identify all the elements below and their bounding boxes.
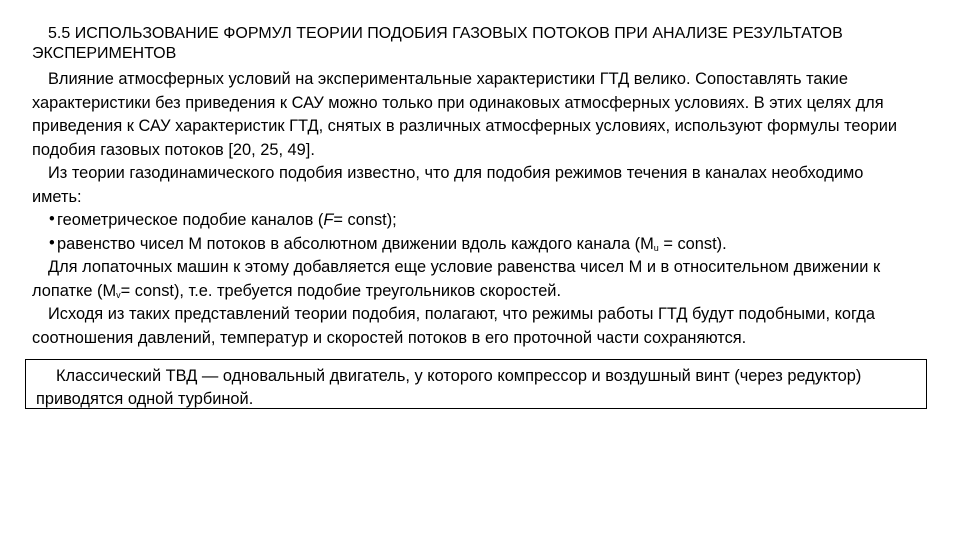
bullet-icon: • (49, 233, 55, 252)
definition-text: Классический ТВД — одновальный двигатель, у которого компрессор и воздушный винт (через редуктор) приводятся одной турбиной. (36, 367, 862, 408)
bullet-text (48, 233, 727, 257)
bullet-icon: • (49, 210, 55, 228)
bullet-text-pre: равенство чисел М потоков в абсолютном движении вдоль каждого канала (М (57, 234, 654, 253)
section-heading: 5.5 ИСПОЛЬЗОВАНИЕ ФОРМУЛ ТЕОРИИ ПОДОБИЯ ГАЗОВЫХ ПОТОКОВ ПРИ АНАЛИЗЕ РЕЗУЛЬТАТОВ ЭКСПЕРИМЕНТОВ (32, 25, 843, 62)
document-body (32, 24, 912, 350)
bullet-mach-equality (32, 233, 912, 257)
bullet-geometric-similarity (32, 209, 912, 233)
bullet-text (48, 209, 397, 233)
paragraph-text-pre: Для лопаточных машин к этому добавляется еще условие равенства чисел М и в относительном движении к лопатке (M (32, 258, 881, 300)
subscript-v: v (116, 289, 121, 300)
paragraph-blade-machines (32, 256, 912, 303)
paragraph-gas-dynamic-similarity: Из теории газодинамического подобия известно, что для подобия режимов течения в каналах необходимо иметь: (32, 164, 864, 206)
paragraph-atmospheric-influence: Влияние атмосферных условий на экспериментальные характеристики ГТД велико. Сопоставлять такие характеристики без приведения к САУ можно только при одинаковых атмосферных условиях. В этих целях для приведения к САУ характеристик ГТД, снятых в различных атмосферных условиях, используют формулы теории подобия газовых потоков [20, 25, 49]. (32, 70, 898, 159)
paragraph-text-post: = const), т.е. требуется подобие треугольников скоростей. (120, 281, 562, 300)
variable-f: F (323, 211, 334, 229)
paragraph-operating-modes: Исходя из таких представлений теории подобия, полагают, что режимы работы ГТД будут подобными, когда соотношения давлений, температур и скоростей потоков в его проточной части сохраняются. (32, 305, 875, 347)
subscript-u: u (653, 242, 659, 253)
bullet-text-post: = const). (658, 234, 727, 253)
definition-box (25, 359, 927, 409)
bullet-text-pre: геометрическое подобие каналов ( (57, 211, 324, 229)
bullet-text-post: = const); (333, 211, 397, 229)
